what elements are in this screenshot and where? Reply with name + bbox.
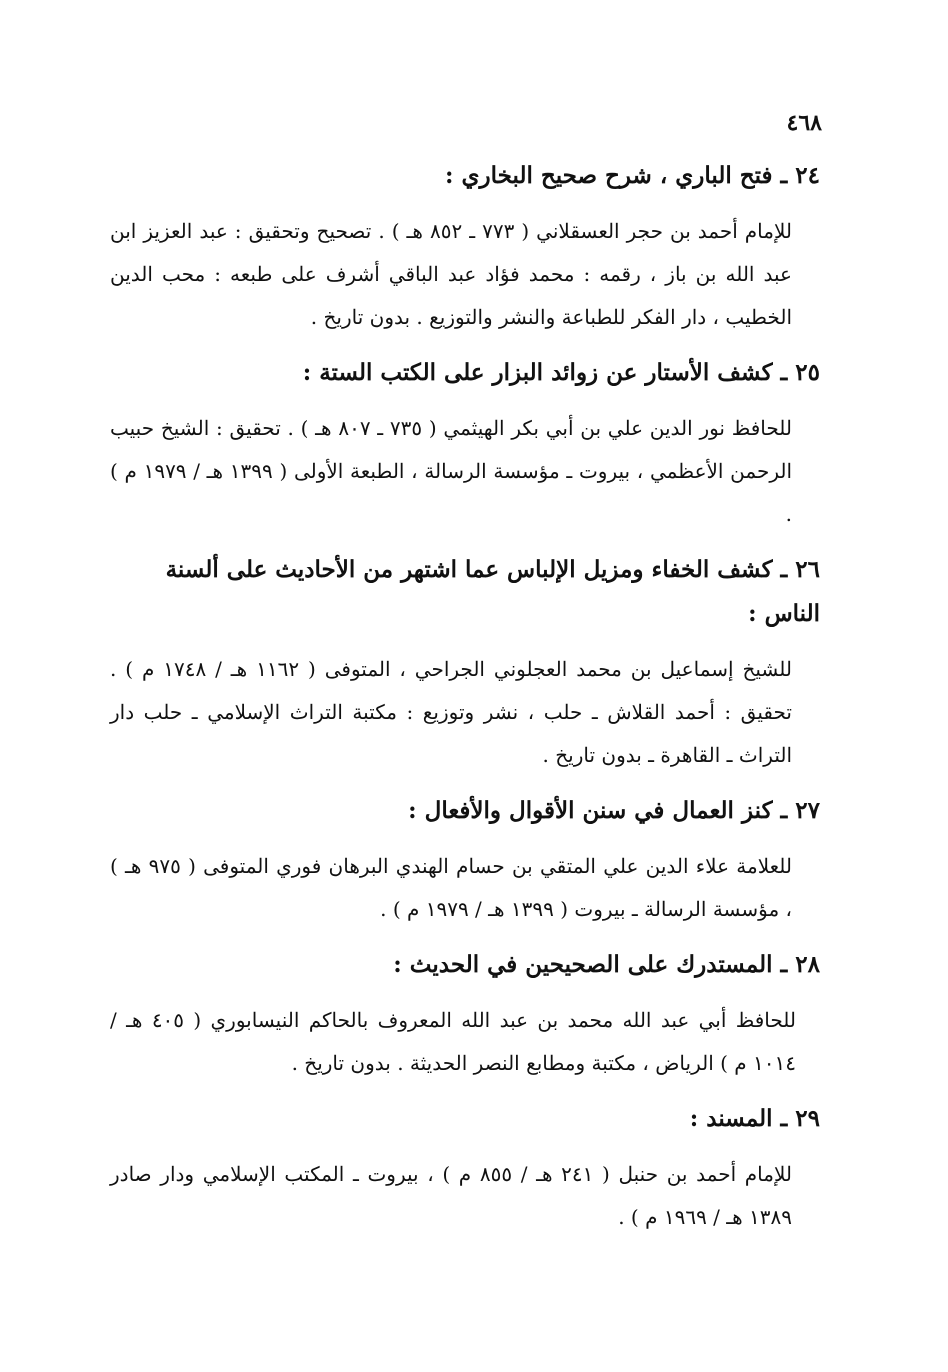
entry-title: ٢٦ ـ كشف الخفاء ومزيل الإلباس عما اشتهر من الأحاديث على ألسنة الناس : xyxy=(165,556,820,627)
entry-title: ٢٥ ـ كشف الأستار عن زوائد البزار على الكتب الستة : xyxy=(302,359,820,386)
bibliography-entry-26 xyxy=(110,548,822,777)
bibliography-entry-24 xyxy=(110,154,822,339)
entry-body: للإمام أحمد بن حجر العسقلاني ( ٧٧٣ ـ ٨٥٢ هـ ) . تصحيح وتحقيق : عبد العزيز ابن عبد الله بن باز ، رقمه : محمد فؤاد عبد الباقي أشرف على طبعه : محب الدين الخطيب ، دار الفكر للطباعة والنشر والتوزيع . بدون تاريخ . xyxy=(110,219,792,329)
entry-body: للإمام أحمد بن حنبل ( ٢٤١ هـ / ٨٥٥ م ) ، بيروت ـ المكتب الإسلامي ودار صادر ١٣٨٩ هـ / ١٩٦٩ م ) . xyxy=(110,1162,792,1229)
document-page xyxy=(110,110,822,1251)
entry-title: ٢٨ ـ المستدرك على الصحيحين في الحديث : xyxy=(393,951,820,978)
bibliography-entry-27 xyxy=(110,789,822,931)
entry-body: للحافظ نور الدين علي بن أبي بكر الهيثمي ( ٧٣٥ ـ ٨٠٧ هـ ) . تحقيق : الشيخ حبيب الرحمن الأعظمي ، بيروت ـ مؤسسة الرسالة ، الطبعة الأولى ( ١٣٩٩ هـ / ١٩٧٩ م ) . xyxy=(110,416,793,526)
bibliography-entry-25 xyxy=(110,351,822,536)
entry-body: للحافظ أبي عبد الله محمد بن عبد الله المعروف بالحاكم النيسابوري ( ٤٠٥ هـ / ١٠١٤ م ) الرياض ، مكتبة ومطابع النصر الحديثة . بدون تاريخ . xyxy=(110,1008,797,1075)
bibliography-entry-28 xyxy=(110,943,822,1085)
entry-body: للعلامة علاء الدين علي المتقي بن حسام الهندي البرهان فوري المتوفى ( ٩٧٥ هـ ) ، مؤسسة الرسالة ـ بيروت ( ١٣٩٩ هـ / ١٩٧٩ م ) . xyxy=(110,854,792,921)
entry-body: للشيخ إسماعيل بن محمد العجلوني الجراحي ، المتوفى ( ١١٦٢ هـ / ١٧٤٨ م ) . تحقيق : أحمد القلاش ـ حلب ، نشر وتوزيع : مكتبة التراث الإسلامي ـ حلب دار التراث ـ القاهرة ـ بدون تاريخ . xyxy=(110,657,792,767)
entry-title: ٢٧ ـ كنز العمال في سنن الأقوال والأفعال : xyxy=(408,797,820,824)
bibliography-entry-29 xyxy=(110,1097,822,1239)
entry-title: ٢٩ ـ المسند : xyxy=(689,1105,820,1132)
entry-title: ٢٤ ـ فتح الباري ، شرح صحيح البخاري : xyxy=(445,162,820,189)
page-number: ٤٦٨ xyxy=(786,110,822,136)
